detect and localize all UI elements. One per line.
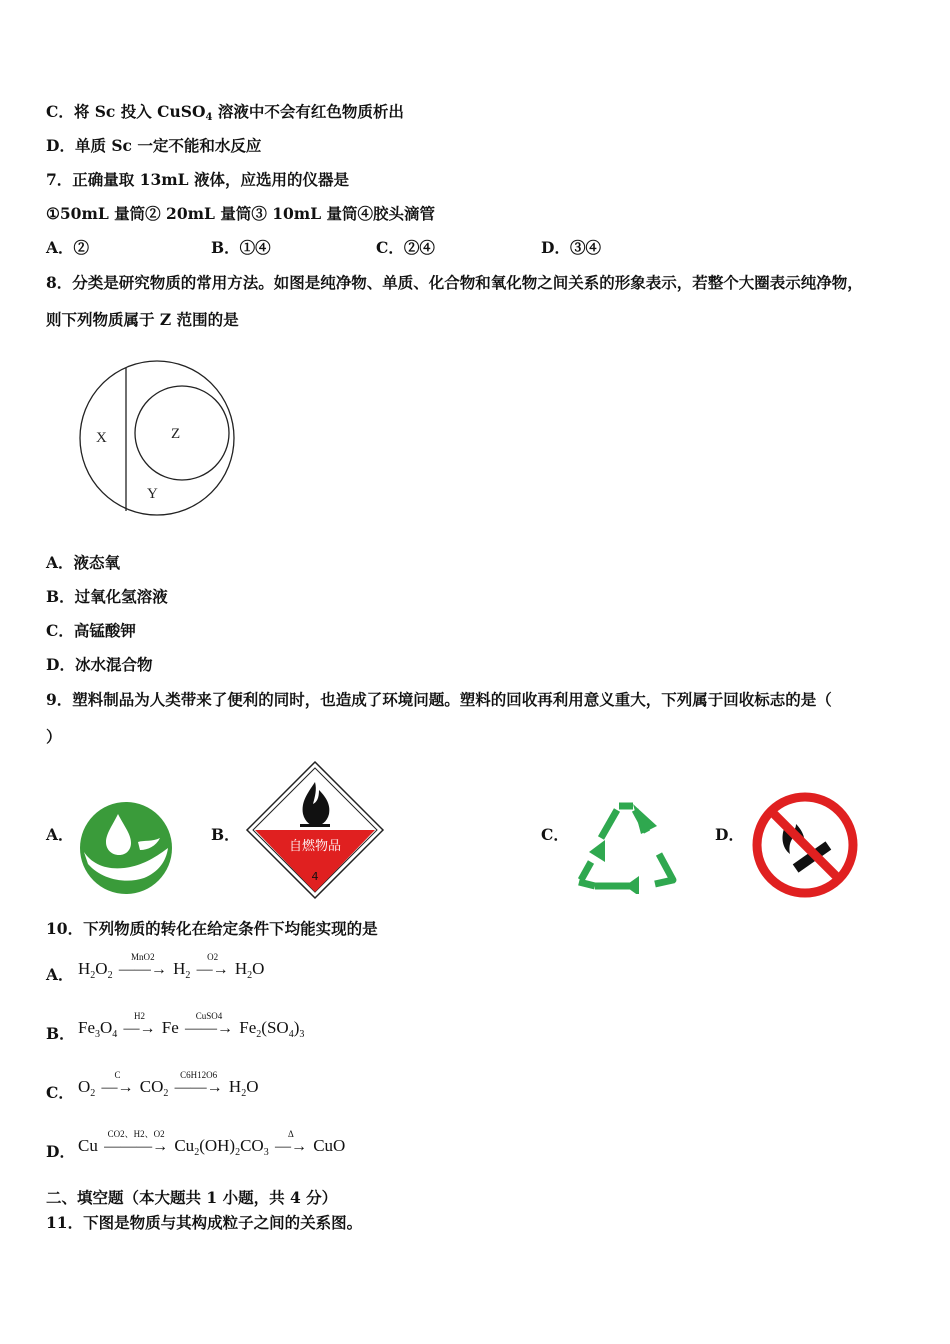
- spontaneous-combustion-sign-icon: [245, 760, 385, 900]
- q8-option-a: A．液态氧: [46, 553, 121, 572]
- sign-b-text: 自燃物品: [288, 839, 342, 854]
- q7-option-c: C．②④: [376, 238, 435, 257]
- q10-equation-b: $Fe_3O_4$ H2 —→ Fe CuSO4 ——→ $Fe_2(SO_4)_3$: [78, 1011, 305, 1040]
- q9-label-c: C．: [541, 825, 569, 844]
- recycle-sign-icon: [575, 800, 679, 894]
- inner-circle: [135, 386, 229, 480]
- q7-option-a: A．②: [46, 238, 90, 257]
- q8-stem-line2: 则下列物质属于 Z 范围的是: [46, 310, 239, 329]
- q6-option-c: C．将 Sc 投入 CuSO$_4$ 溶液中不会有红色物质析出: [46, 102, 404, 123]
- q9-stem-line2: ）: [46, 727, 62, 746]
- q10-equation-a: $H_2O_2$ MnO2 ——→ $H_2$ O2 —→ $H_2O$: [78, 952, 265, 981]
- q7-option-d: D．③④: [541, 238, 601, 257]
- q8-stem-line1: 8．分类是研究物质的常用方法。如图是纯净物、单质、化合物和氧化物之间关系的形象表示，若整个大圈表示纯净物，: [46, 273, 863, 292]
- no-smoking-sign-icon: [750, 790, 860, 900]
- label-z: Z: [171, 426, 181, 442]
- q10-label-b: B．: [46, 1024, 75, 1043]
- q10-equation-d: Cu CO2、H2、O2 ———→ $Cu_2(OH)_2CO_3$ Δ —→ CuO: [78, 1129, 346, 1158]
- q10-stem: 10．下列物质的转化在给定条件下均能实现的是: [46, 919, 378, 938]
- q9-label-d: D．: [715, 825, 744, 844]
- q8-option-b: B．过氧化氢溶液: [46, 587, 168, 606]
- q7-instruments: ①50mL 量筒② 20mL 量筒③ 10mL 量筒④胶头滴管: [46, 204, 435, 223]
- section2-title: 二、填空题（本大题共 1 小题，共 4 分）: [46, 1188, 338, 1207]
- label-x: X: [96, 430, 107, 446]
- q10-label-c: C．: [46, 1083, 74, 1102]
- q11-stem: 11．下图是物质与其构成粒子之间的关系图。: [46, 1213, 363, 1232]
- q9-label-a: A．: [46, 825, 74, 844]
- sign-b-number: 4: [311, 870, 319, 883]
- q7-stem: 7．正确量取 13mL 液体，应选用的仪器是: [46, 170, 349, 189]
- q10-equation-c: $O_2$ C —→ $CO_2$ C6H12O6 ——→ $H_2O$: [78, 1070, 259, 1099]
- q10-label-a: A．: [46, 965, 74, 984]
- label-y: Y: [147, 486, 158, 502]
- q9-label-b: B．: [211, 825, 240, 844]
- q9-stem-line1: 9．塑料制品为人类带来了便利的同时，也造成了环境问题。塑料的回收再利用意义重大，下列属于回收标志的是（: [46, 690, 832, 709]
- q8-option-d: D．冰水混合物: [46, 655, 153, 674]
- q7-option-b: B．①④: [211, 238, 271, 257]
- q10-label-d: D．: [46, 1142, 75, 1161]
- q6-option-d: D．单质 Sc 一定不能和水反应: [46, 136, 262, 155]
- q8-option-c: C．高锰酸钾: [46, 621, 136, 640]
- q8-venn-diagram: [74, 360, 242, 520]
- water-saving-sign-icon: [78, 800, 174, 896]
